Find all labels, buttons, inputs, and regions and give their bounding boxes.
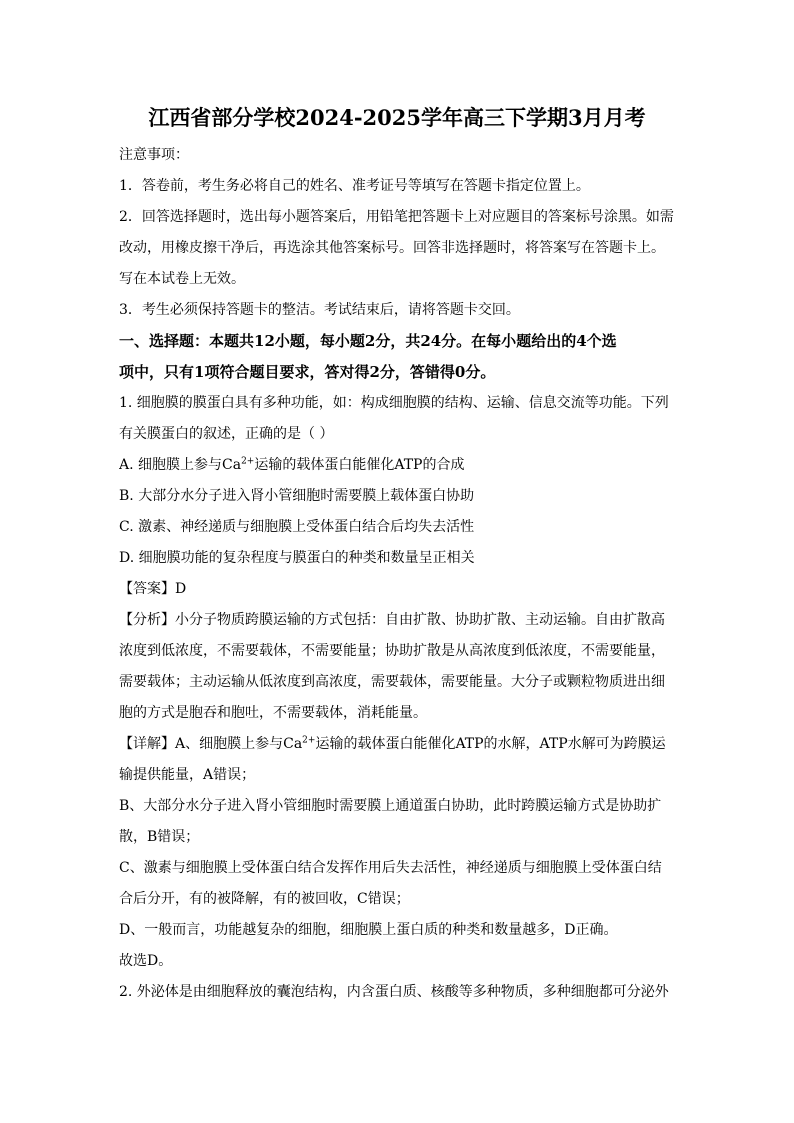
option-a-text-pre: A. 细胞膜上参与Ca	[119, 457, 242, 473]
question-1-conclusion: 故选D。	[119, 953, 173, 969]
section-heading-line-2: 项中，只有1项符合题目要求，答对得2分，答错得0分。	[119, 363, 496, 381]
notice-item-1: 1．答卷前，考生务必将自己的姓名、准考证号等填写在答题卡指定位置上。	[119, 178, 590, 194]
notice-item-2-line-1: 2．回答选择题时，选出每小题答案后，用铅笔把答题卡上对应题目的答案标号涂黑。如需	[119, 209, 674, 225]
question-1-analysis-line-4: 胞的方式是胞吞和胞吐，不需要载体，消耗能量。	[119, 705, 427, 721]
notice-item-2-line-3: 写在本试卷上无效。	[119, 271, 245, 287]
question-1-analysis-line-2: 浓度到低浓度，不需要载体，不需要能量；协助扩散是从高浓度到低浓度，不需要能量，	[119, 643, 665, 659]
question-1-stem-line-1: 1. 细胞膜的膜蛋白具有多种功能，如：构成细胞膜的结构、运输、信息交流等功能。下列	[119, 395, 669, 411]
question-1-detail-line-7: D、一般而言，功能越复杂的细胞，细胞膜上蛋白质的种类和数量越多，D正确。	[119, 922, 618, 938]
exam-content	[119, 140, 675, 1008]
question-1-answer: 【答案】D	[119, 581, 187, 597]
notice-heading: 注意事项：	[119, 147, 189, 163]
detail-text-post: 运输的载体蛋白能催化ATP的水解，ATP水解可为跨膜运	[315, 736, 666, 752]
question-1-detail-line-4: 散，B错误；	[119, 829, 200, 845]
question-1-detail-line-2: 输提供能量，A错误；	[119, 767, 256, 783]
section-heading-line-1: 一、选择题：本题共12小题，每小题2分，共24分。在每小题给出的4个选	[119, 332, 617, 350]
question-1-detail-line-5: C、激素与细胞膜上受体蛋白结合发挥作用后失去活性，神经递质与细胞膜上受体蛋白结	[119, 860, 662, 876]
notice-item-3: 3．考生必须保持答题卡的整洁。考试结束后，请将答题卡交回。	[119, 302, 520, 318]
option-a-text-post: 运输的载体蛋白能催化ATP的合成	[254, 457, 465, 473]
question-1-stem-line-2: 有关膜蛋白的叙述，正确的是（ ）	[119, 426, 334, 442]
question-1-option-d: D. 细胞膜功能的复杂程度与膜蛋白的种类和数量呈正相关	[119, 550, 475, 566]
option-a-superscript: 2+	[241, 456, 255, 467]
question-1-detail-line-1	[119, 729, 675, 760]
notice-item-2-line-2: 改动，用橡皮擦干净后，再选涂其他答案标号。回答非选择题时，将答案写在答题卡上。	[119, 240, 665, 256]
question-2-stem-line-1: 2. 外泌体是由细胞释放的囊泡结构，内含蛋白质、核酸等多种物质，多种细胞都可分泌外	[119, 984, 669, 1000]
question-1-analysis-line-3: 需要载体；主动运输从低浓度到高浓度，需要载体，需要能量。大分子或颗粒物质进出细	[119, 674, 665, 690]
question-1-analysis-line-1: 【分析】小分子物质跨膜运输的方式包括：自由扩散、协助扩散、主动运输。自由扩散高	[119, 612, 665, 628]
question-1-detail-line-3: B、大部分水分子进入肾小管细胞时需要膜上通道蛋白协助，此时跨膜运输方式是协助扩	[119, 798, 662, 814]
detail-text-pre: 【详解】A、细胞膜上参与Ca	[119, 736, 303, 752]
question-1-detail-line-6: 合后分开，有的被降解，有的被回收，C错误；	[119, 891, 410, 907]
exam-title: 江西省部分学校2024-2025学年高三下学期3月月考	[148, 105, 646, 130]
detail-superscript: 2+	[302, 735, 316, 746]
question-1-option-a	[119, 450, 675, 481]
question-1-option-b: B. 大部分水分子进入肾小管细胞时需要膜上载体蛋白协助	[119, 488, 475, 504]
question-1-option-c: C. 激素、神经递质与细胞膜上受体蛋白结合后均失去活性	[119, 519, 475, 535]
